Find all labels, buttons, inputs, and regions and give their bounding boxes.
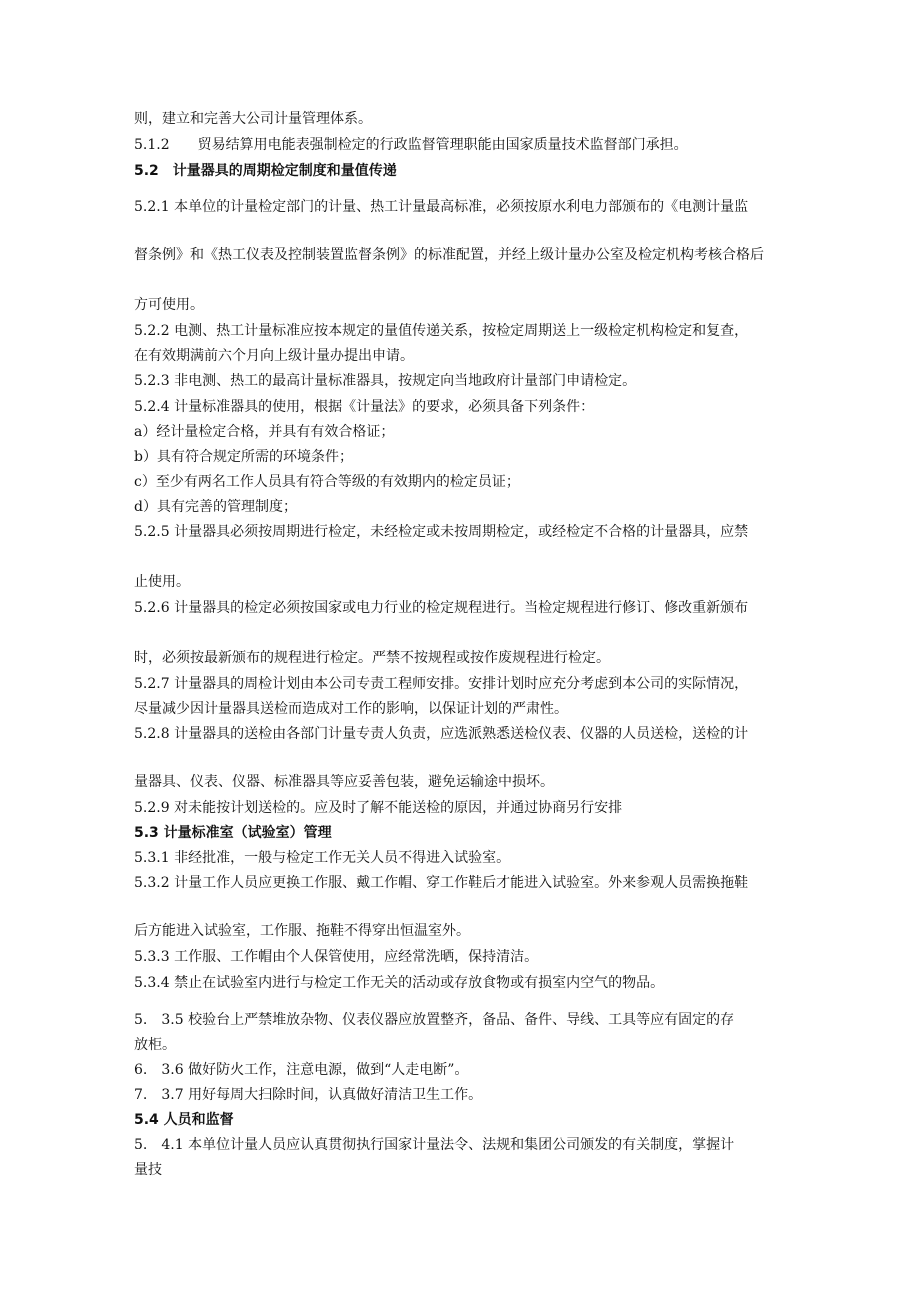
- text-line: 5.3.2 计量工作人员应更换工作服、戴工作帽、穿工作鞋后才能进入试验室。外来参观人员需换拖鞋: [134, 875, 749, 891]
- text-line: 在有效期满前六个月向上级计量办提出申请。: [134, 348, 414, 364]
- text-line: 时，必须按最新颁布的规程进行检定。严禁不按规程或按作废规程进行检定。: [134, 650, 610, 666]
- text-line: 5. 4.1 本单位计量人员应认真贯彻执行国家计量法令、法规和集团公司颁发的有关制度，掌握计: [134, 1137, 735, 1153]
- text-line: 5.2.2 电测、热工计量标准应按本规定的量值传递关系，按检定周期送上一级检定机构检定和复查，: [134, 323, 749, 339]
- list-item: c）至少有两名工作人员具有符合等级的有效期内的检定员证；: [134, 474, 520, 490]
- list-item: d）具有完善的管理制度；: [134, 499, 297, 515]
- list-item: b）具有符合规定所需的环境条件；: [134, 449, 353, 465]
- text-line: 放柜。: [134, 1037, 176, 1053]
- text-line: 5.2.4 计量标准器具的使用，根据《计量法》的要求，必须具备下列条件：: [134, 399, 595, 415]
- text-line: 5.2.9 对未能按计划送检的。应及时了解不能送检的原因，并通过协商另行安排: [134, 800, 623, 816]
- list-item: a）经计量检定合格，并具有有效合格证；: [134, 424, 395, 440]
- section-heading: 5.4 人员和监督: [134, 1112, 234, 1128]
- text-line: 5.3.4 禁止在试验室内进行与检定工作无关的活动或存放食物或有损室内空气的物品。: [134, 975, 665, 991]
- text-line: 5.2.6 计量器具的检定必须按国家或电力行业的检定规程进行。当检定规程进行修订、修改重新颁布: [134, 600, 749, 616]
- text-line: 5. 3.5 校验台上严禁堆放杂物、仪表仪器应放置整齐，备品、备件、导线、工具等应有固定的存: [134, 1012, 735, 1028]
- text-line: 止使用。: [134, 574, 190, 590]
- text-line: 5.2.8 计量器具的送检由各部门计量专责人负责，应选派熟悉送检仪表、仪器的人员送检，送检的计: [134, 726, 749, 742]
- text-line: 5.2.1 本单位的计量检定部门的计量、热工计量最高标准，必须按原水利电力部颁布的《电测计量监: [134, 199, 749, 215]
- text-line: 方可使用。: [134, 297, 204, 313]
- text-line: 督条例》和《热工仪表及控制装置监督条例》的标准配置，并经上级计量办公室及检定机构考核合格后: [134, 247, 764, 263]
- text-line: 5.2.5 计量器具必须按周期进行检定，未经检定或未按周期检定，或经检定不合格的计量器具，应禁: [134, 524, 749, 540]
- text-line: 5.1.2 贸易结算用电能表强制检定的行政监督管理职能由国家质量技术监督部门承担。: [134, 137, 688, 153]
- text-line: 6. 3.6 做好防火工作，注意电源，做到“人走电断”。: [134, 1062, 469, 1078]
- text-line: 5.2.7 计量器具的周检计划由本公司专责工程师安排。安排计划时应充分考虑到本公司的实际情况，: [134, 676, 749, 692]
- text-line: 尽量减少因计量器具送检而造成对工作的影响，以保证计划的严肃性。: [134, 701, 568, 717]
- text-line: 后方能进入试验室，工作服、拖鞋不得穿出恒温室外。: [134, 923, 470, 939]
- text-line: 5.3.3 工作服、工作帽由个人保管使用，应经常洗晒，保持清洁。: [134, 949, 539, 965]
- text-line: 5.2.3 非电测、热工的最高计量标准器具，按规定向当地政府计量部门申请检定。: [134, 373, 637, 389]
- section-heading: 5.3 计量标准室（试验室）管理: [134, 825, 332, 841]
- text-line: 量技: [134, 1162, 162, 1178]
- section-heading: 5.2 计量器具的周期检定制度和量值传递: [134, 163, 397, 179]
- text-line: 7. 3.7 用好每周大扫除时间，认真做好清洁卫生工作。: [134, 1087, 483, 1103]
- text-line: 5.3.1 非经批准，一般与检定工作无关人员不得进入试验室。: [134, 850, 511, 866]
- text-line: 量器具、仪表、仪器、标准器具等应妥善包装，避免运输途中损坏。: [134, 774, 554, 790]
- text-line: 则，建立和完善大公司计量管理体系。: [134, 111, 372, 127]
